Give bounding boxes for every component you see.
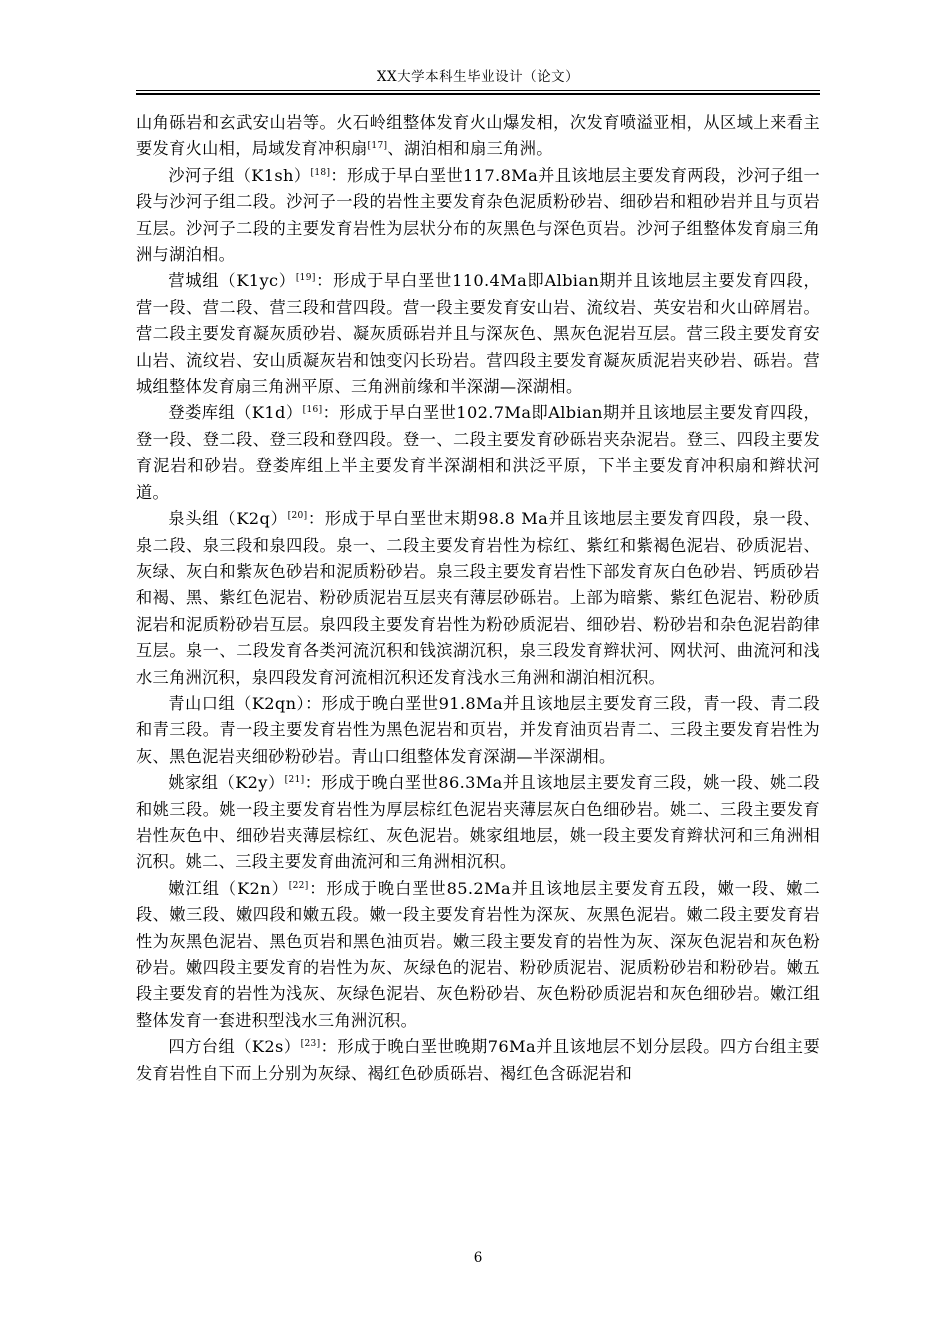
- paragraph-yingcheng: 营城组（K1yc）[19]：形成于早白垩世110.4Ma即Albian期并且该地层主要发育四段，营一段、营二段、营三段和营四段。营一段主要发育安山岩、流纹岩、英安岩和火山碎屑岩。营二段主要发育凝灰质砂岩、凝灰质砾岩并且与深灰色、黑灰色泥岩互层。营三段主要发育安山岩、流纹岩、安山质凝灰岩和蚀变闪长玢岩。营四段主要发育凝灰质泥岩夹砂岩、砾岩。营城组整体发育扇三角洲平原、三角洲前缘和半深湖—深湖相。: [136, 271, 820, 397]
- citation-17[interactable]: [17]: [367, 141, 388, 152]
- citation-18[interactable]: [18]: [310, 167, 331, 178]
- citation-19[interactable]: [19]: [295, 273, 316, 284]
- page-header: XX大学本科生毕业设计（论文）: [376, 69, 580, 85]
- paragraph-huoshiling-continued: 山角砾岩和玄武安山岩等。火石岭组整体发育火山爆发相，次发育喷溢亚相，从区域上来看主要发育火山相，局域发育冲积扇[17]、湖泊相和扇三角洲。: [136, 113, 820, 159]
- citation-21[interactable]: [21]: [284, 775, 305, 786]
- paragraph-quantou: 泉头组（K2q）[20]：形成于早白垩世末期98.8 Ma并且该地层主要发育四段，泉一段、泉二段、泉三段和泉四段。泉一、二段主要发育岩性为棕红、紫红和紫褐色泥岩、砂质泥岩、灰绿、灰白和紫灰色砂岩和泥质粉砂岩。泉三段主要发育岩性下部发育灰白色砂岩、钙质砂岩和褐、黑、紫红色泥岩、粉砂质泥岩互层夹有薄层砂砾岩。上部为暗紫、紫红色泥岩、粉砂质泥岩和泥质粉砂岩互层。泉四段主要发育岩性为粉砂质泥岩、细砂岩、粉砂岩和杂色泥岩韵律互层。泉一、二段发育各类河流沉积和钱滨湖沉积，泉三段发育辫状河、网状河、曲流河和浅水三角洲沉积，泉四段发育河流相沉积还发育浅水三角洲和湖泊相沉积。: [136, 509, 820, 687]
- paragraph-sifangtai: 四方台组（K2s）[23]：形成于晚白垩世晚期76Ma并且该地层不划分层段。四方台组主要发育岩性自下而上分别为灰绿、褐红色砂质砾岩、褐红色含砾泥岩和: [136, 1037, 820, 1083]
- citation-23[interactable]: [23]: [300, 1039, 321, 1050]
- citation-20[interactable]: [20]: [287, 511, 308, 522]
- paragraph-denglouku: 登娄库组（K1d）[16]：形成于早白垩世102.7Ma即Albian期并且该地层主要发育四段，登一段、登二段、登三段和登四段。登一、二段主要发育砂砾岩夹杂泥岩。登三、四段主要发育泥岩和砂岩。登娄库组上半主要发育半深湖相和洪泛平原，下半主要发育冲积扇和辫状河道。: [136, 403, 820, 502]
- header-rule-thick: [136, 93, 820, 95]
- page-number: 6: [473, 1250, 483, 1266]
- citation-22[interactable]: [22]: [288, 880, 309, 891]
- paragraph-shahezi: 沙河子组（K1sh）[18]：形成于早白垩世117.8Ma并且该地层主要发育两段，沙河子组一段与沙河子组二段。沙河子一段的岩性主要发育杂色泥质粉砂岩、细砂岩和粗砂岩并且与页岩互层。沙河子二段的主要发育岩性为层状分布的灰黑色与深色页岩。沙河子组整体发育扇三角洲与湖泊相。: [136, 165, 821, 265]
- paragraph-yaojia: 姚家组（K2y）[21]：形成于晚白垩世86.3Ma并且该地层主要发育三段，姚一段、姚二段和姚三段。姚一段主要发育岩性为厚层棕红色泥岩夹薄层灰白色细砂岩。姚二、三段主要发育岩性灰色中、细砂岩夹薄层棕红、灰色泥岩。姚家组地层，姚一段主要发育辫状河和三角洲相沉积。姚二、三段主要发育曲流河和三角洲相沉积。: [136, 773, 820, 872]
- paragraph-qingshankou: 青山口组（K2qn）：形成于晚白垩世91.8Ma并且该地层主要发育三段，青一段、青二段和青三段。青一段主要发育岩性为黑色泥岩和页岩，并发育油页岩青二、三段主要发育岩性为灰、黑色泥岩夹细砂粉砂岩。青山口组整体发育深湖—半深湖相。: [136, 693, 820, 766]
- citation-16[interactable]: [16]: [302, 405, 323, 416]
- header-rule-thin: [136, 90, 820, 91]
- paragraph-nenjiang: 嫩江组（K2n）[22]：形成于晚白垩世85.2Ma并且该地层主要发育五段，嫩一段、嫩二段、嫩三段、嫩四段和嫩五段。嫩一段主要发育岩性为深灰、灰黑色泥岩。嫩二段主要发育岩性为灰黑色泥岩、黑色页岩和黑色油页岩。嫩三段主要发育的岩性为灰、深灰色泥岩和灰色粉砂岩。嫩四段主要发育的岩性为灰、灰绿色的泥岩、粉砂质泥岩、泥质粉砂岩和粉砂岩。嫩五段主要发育的岩性为浅灰、灰绿色泥岩、灰色粉砂岩、灰色粉砂质泥岩和灰色细砂岩。嫩江组整体发育一套进积型浅水三角洲沉积。: [136, 878, 820, 1030]
- body-text: [136, 110, 820, 1087]
